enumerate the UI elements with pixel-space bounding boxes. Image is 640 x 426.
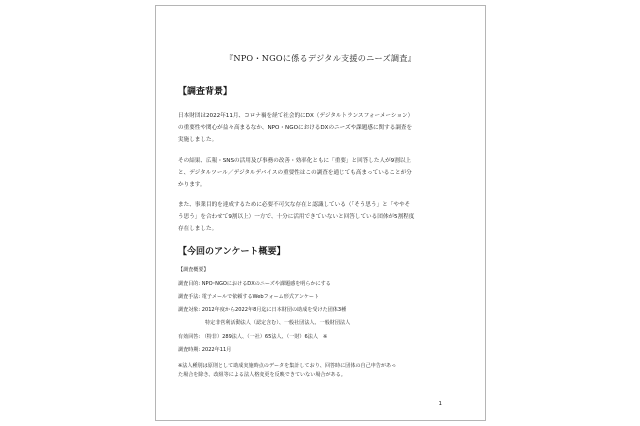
background-paragraph-1 (178, 110, 470, 146)
note-line: た場合を除き、改組等による法人格変更を反映できていない場合がある。 (178, 371, 346, 378)
overview-item-method: 調査手法: 電子メールで依頼するWebフォーム形式アンケート (178, 294, 320, 300)
paragraph-line: う思う」を合わせて9割以上）一方で、十分に活用できていないと回答している団体が5割程度 (178, 214, 415, 220)
background-paragraph-2 (178, 155, 470, 191)
overview-item-period: 調査時期: 2022年11月 (178, 347, 232, 353)
paragraph-line: 日本財団は2022年11月、コロナ禍を経て社会的にDX（デジタルトランスフォーメーション） (178, 113, 414, 119)
paragraph-line: と、デジタルツール／デジタルデバイスの重要性はこの調査を通じても高まっていることが分 (178, 170, 412, 176)
paragraph-line: その結果、広報・SNSの活用及び事務の改善・効率化ともに「重要」と回答した人が9割以上 (178, 158, 412, 164)
overview-label: 【調査概要】 (178, 267, 209, 273)
overview-item-purpose: 調査目的: NPO･NGOにおけるDXのニーズや課題感を明らかにする (178, 281, 331, 287)
document-page (155, 5, 486, 421)
paragraph-line: の重要性や関心が益々高まるなか、NPO・NGOにおけるDXのニーズや課題感に関する調査を (178, 125, 413, 131)
paragraph-line: 実施しました。 (178, 137, 218, 143)
overview-item-responses: 有効回答: （特非）289法人、（一社）65法人、（一財）6法人 ※ (178, 334, 328, 340)
paragraph-line: かります。 (178, 182, 206, 188)
overview-item-target-detail: 特定非営利活動法人（認定含む）、一般社団法人、一般財団法人 (205, 320, 351, 326)
page-number: 1 (438, 401, 442, 407)
paragraph-line: また、事業目的を達成するために必要不可欠な存在と認識している（「そう思う」と「ややそ (178, 202, 411, 208)
overview-item-target: 調査対象: 2012年度から2022年8月迄に日本財団の助成を受けた団体3種 (178, 307, 347, 313)
overview-note (178, 362, 468, 379)
section-heading-overview: 【今回のアンケート概要】 (178, 247, 286, 257)
paragraph-line: 存在しました。 (178, 226, 218, 232)
background-paragraph-3 (178, 199, 470, 235)
note-line: ※法人種別は原則として助成実施時点のデータを集計しており、回答時に団体の自己申告があっ (178, 363, 397, 369)
document-title: 『NPO・NGOに係るデジタル支援のニーズ調査』 (224, 53, 417, 63)
section-heading-background: 【調査背景】 (178, 87, 233, 97)
